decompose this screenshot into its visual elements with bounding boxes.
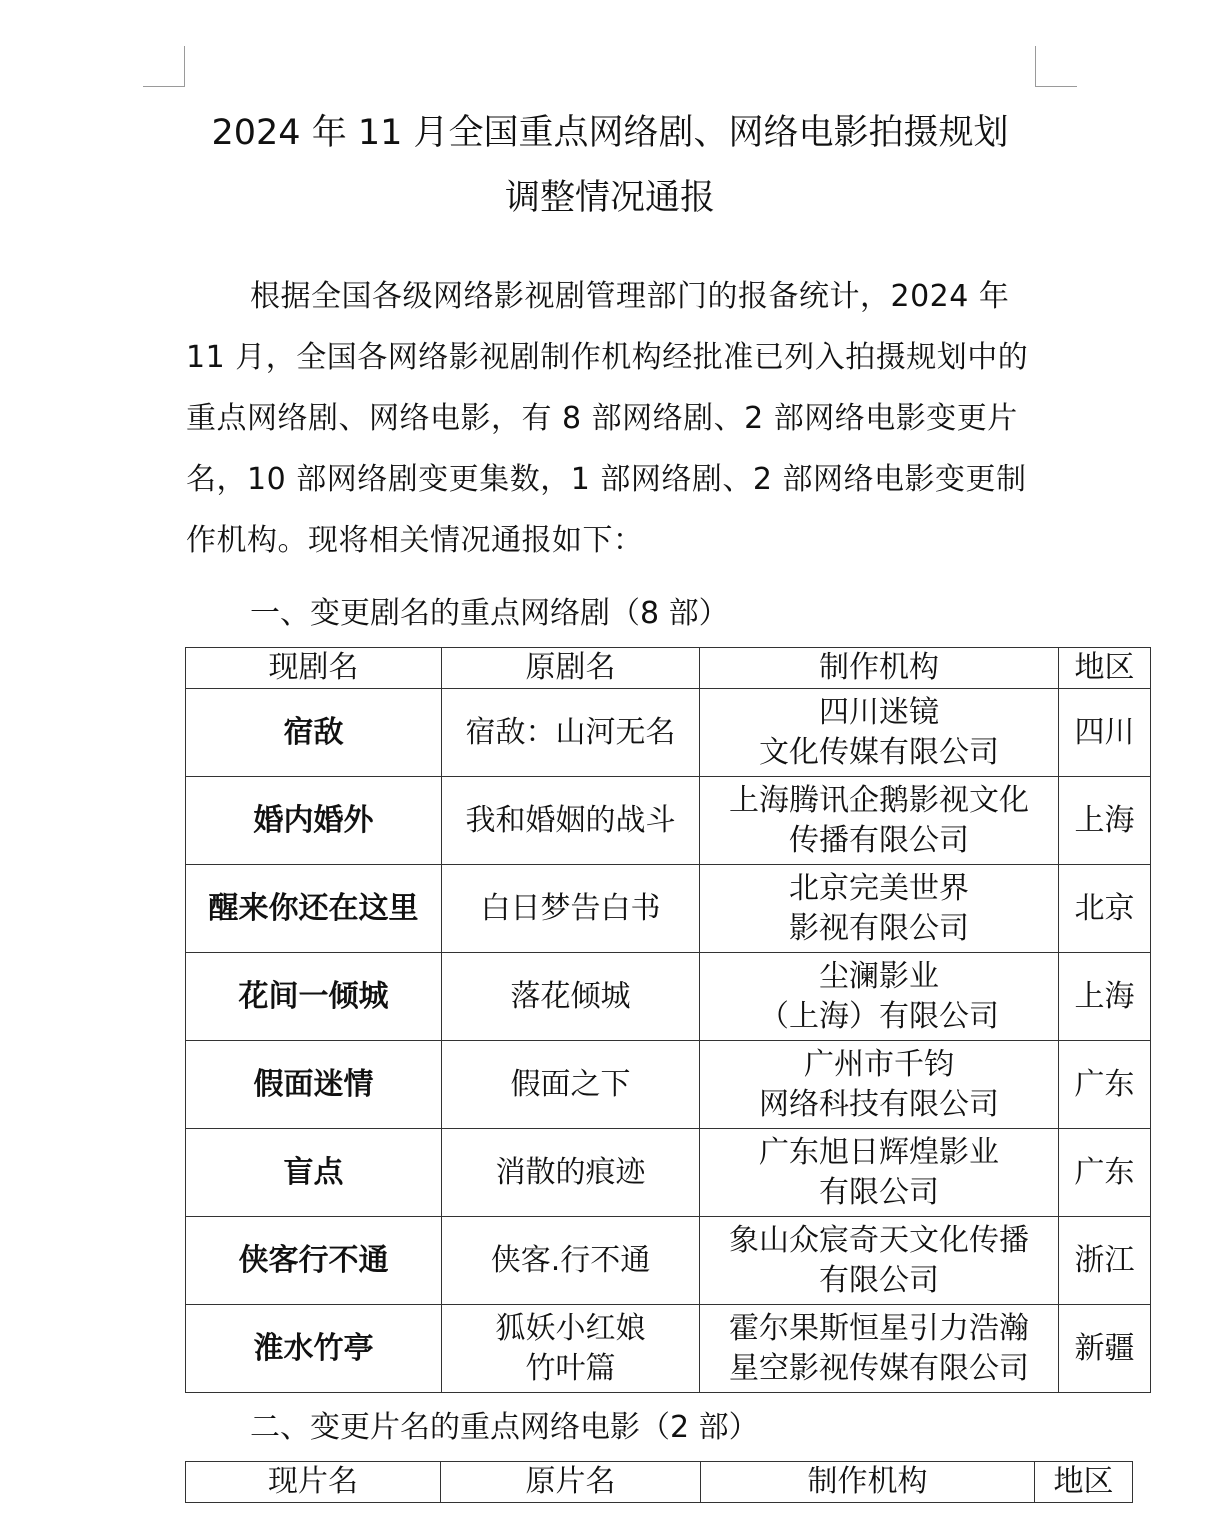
table-row [186,953,1151,1041]
cell-producer-line: 文化传媒有限公司 [759,734,999,770]
cell-producer [700,1041,1059,1129]
column-header-region: 地区 [1059,648,1151,689]
cell-region: 广东 [1059,1041,1151,1129]
cell-region: 北京 [1059,865,1151,953]
cell-producer [700,1305,1059,1393]
document-title-line1: 2024 年 11 月全国重点网络剧、网络电影拍摄规划 [211,113,1009,153]
cell-producer-line: （上海）有限公司 [759,998,999,1034]
cell-original-name-line: 狐妖小红娘 [495,1310,646,1346]
cell-region: 新疆 [1059,1305,1151,1393]
cell-original-name-line: 白日梦告白书 [480,890,661,926]
table-row [186,865,1151,953]
cell-region: 广东 [1059,1129,1151,1217]
table-header-row [186,1462,1133,1503]
cell-producer-line: 四川迷镜 [819,694,939,730]
cell-region: 浙江 [1059,1217,1151,1305]
cell-region: 四川 [1059,689,1151,777]
cell-current-name: 盲点 [186,1129,442,1217]
cell-original-name [442,953,700,1041]
cell-producer-line: 传播有限公司 [789,822,969,858]
section2-heading: 二、变更片名的重点网络电影（2 部） [250,1410,759,1445]
page-corner-mark-top-right [1035,46,1077,87]
column-header-region: 地区 [1035,1462,1133,1503]
cell-original-name-line: 我和婚姻的战斗 [465,802,676,838]
column-header-original-name: 原剧名 [442,648,700,689]
table-row [186,1305,1151,1393]
column-header-original-title: 原片名 [441,1462,701,1503]
cell-original-name [442,1129,700,1217]
table-row [186,1129,1151,1217]
cell-region: 上海 [1059,777,1151,865]
cell-producer-line: 霍尔果斯恒星引力浩瀚 [729,1310,1029,1346]
cell-producer-line: 星空影视传媒有限公司 [729,1350,1029,1386]
cell-current-name: 侠客行不通 [186,1217,442,1305]
cell-producer-line: 有限公司 [819,1174,939,1210]
cell-original-name [442,777,700,865]
cell-original-name-line: 侠客.行不通 [490,1242,651,1278]
cell-producer [700,689,1059,777]
column-header-producer: 制作机构 [700,648,1059,689]
cell-original-name [442,1217,700,1305]
column-header-current-title: 现片名 [186,1462,441,1503]
cell-original-name-line: 竹叶篇 [525,1350,616,1386]
cell-original-name [442,865,700,953]
cell-producer [700,1217,1059,1305]
cell-producer-line: 上海腾讯企鹅影视文化 [729,782,1029,818]
cell-producer [700,953,1059,1041]
cell-producer-line: 广东旭日辉煌影业 [759,1134,999,1170]
cell-original-name-line: 消散的痕迹 [495,1154,646,1190]
renamed-web-series-table [185,647,1151,1393]
cell-producer-line: 网络科技有限公司 [759,1086,999,1122]
cell-producer-line: 象山众宸奇天文化传播 [729,1222,1029,1258]
intro-paragraph: 根据全国各级网络影视剧管理部门的报备统计，2024 年 11 月，全国各网络影视剧制作机构经批准已列入拍摄规划中的重点网络剧、网络电影，有 8 部网络剧、2 部网络电影变更片名，10 部网络剧变更集数，1 部网络剧、2 部网络电影变更制作机构。现将相关情况通报如下： [186,279,1029,558]
cell-original-name [442,689,700,777]
cell-producer [700,777,1059,865]
renamed-web-films-table [185,1461,1133,1503]
section1-heading: 一、变更剧名的重点网络剧（8 部） [250,596,729,631]
cell-current-name: 花间一倾城 [186,953,442,1041]
table-row [186,1041,1151,1129]
cell-producer [700,865,1059,953]
cell-region: 上海 [1059,953,1151,1041]
cell-original-name [442,1305,700,1393]
cell-current-name: 淮水竹亭 [186,1305,442,1393]
cell-original-name-line: 宿敌：山河无名 [465,714,676,750]
cell-current-name: 宿敌 [186,689,442,777]
table-header-row [186,648,1151,689]
cell-current-name: 婚内婚外 [186,777,442,865]
cell-producer [700,1129,1059,1217]
table-row [186,777,1151,865]
table-row [186,1217,1151,1305]
cell-producer-line: 北京完美世界 [789,870,969,906]
page-corner-mark-top-left [143,46,185,87]
cell-current-name: 假面迷情 [186,1041,442,1129]
column-header-current-name: 现剧名 [186,648,442,689]
cell-original-name-line: 假面之下 [510,1066,631,1102]
table-row [186,689,1151,777]
document-title-line2: 调整情况通报 [504,178,715,218]
column-header-producer: 制作机构 [701,1462,1035,1503]
cell-producer-line: 有限公司 [819,1262,939,1298]
cell-original-name-line: 落花倾城 [510,978,631,1014]
cell-current-name: 醒来你还在这里 [186,865,442,953]
cell-original-name [442,1041,700,1129]
cell-producer-line: 尘澜影业 [819,958,939,994]
cell-producer-line: 影视有限公司 [789,910,969,946]
cell-producer-line: 广州市千钧 [804,1046,954,1082]
